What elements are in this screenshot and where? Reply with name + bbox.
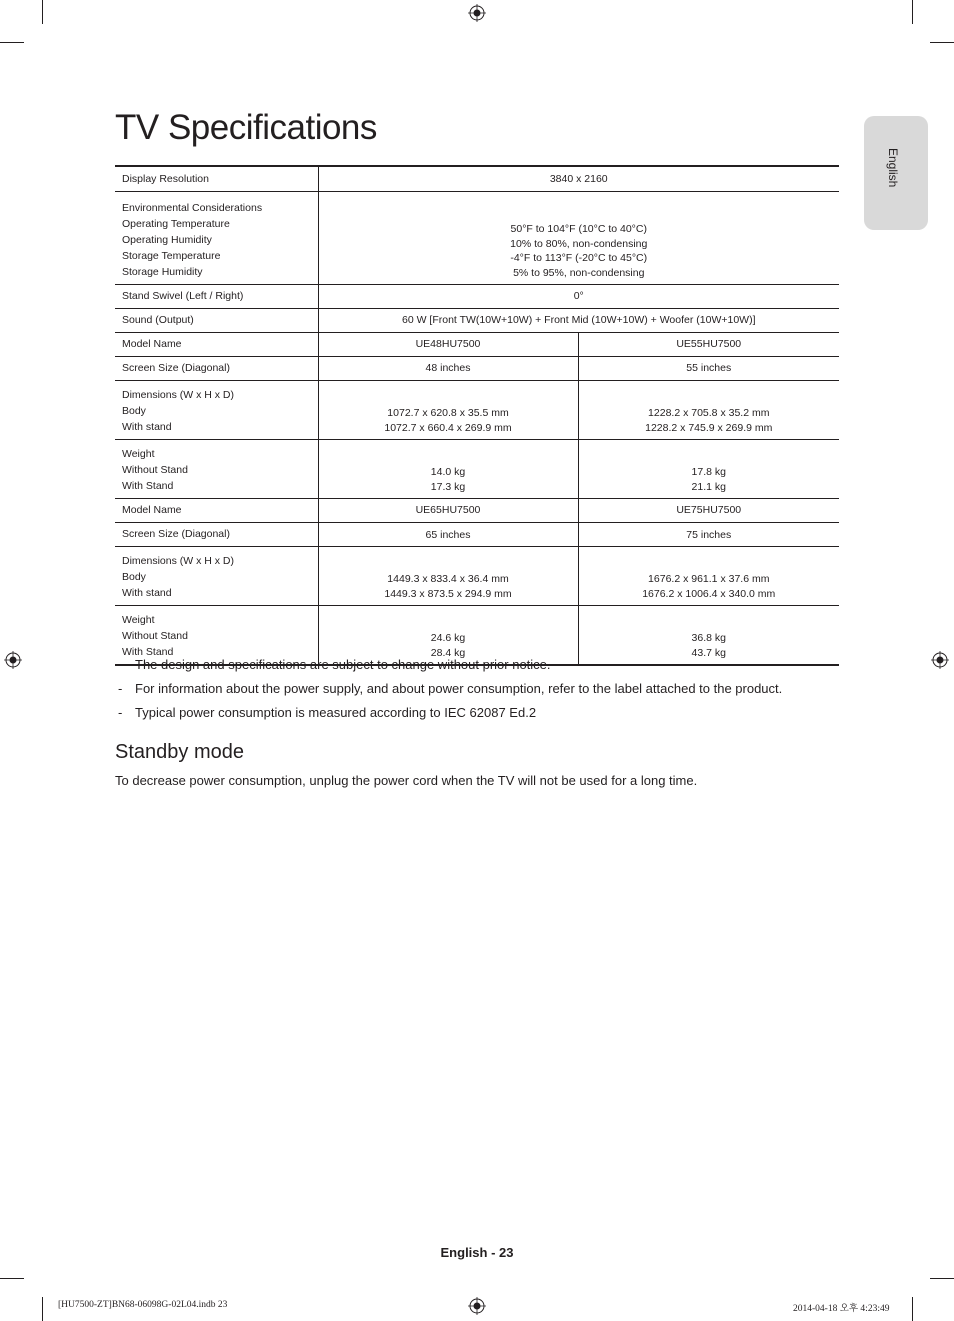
row-label: Display Resolution: [115, 166, 318, 192]
screen-cell: 55 inches: [578, 357, 839, 381]
label-line: Body: [122, 571, 146, 583]
label-line: Environmental Considerations: [122, 202, 263, 214]
crop-mark: [930, 42, 954, 43]
row-label: Screen Size (Diagonal): [115, 523, 318, 547]
value-line: 17.8 kg: [691, 466, 726, 478]
row-value: 0°: [318, 285, 839, 309]
label-line: Body: [122, 405, 146, 417]
language-tab: [864, 116, 928, 230]
value-line: 5% to 95%, non-condensing: [513, 266, 645, 279]
table-row: [115, 357, 839, 381]
list-item: [115, 704, 835, 728]
value-line: 17.3 kg: [430, 480, 466, 493]
label-line: Storage Humidity: [122, 266, 203, 278]
dimension-cell: [318, 381, 578, 440]
value-line: 1449.3 x 873.5 x 294.9 mm: [384, 587, 512, 600]
screen-cell: 48 inches: [318, 357, 578, 381]
section-paragraph: To decrease power consumption, unplug the power cord when the TV will not be used for a long time.: [115, 773, 698, 788]
table-row: [115, 381, 839, 440]
screen-cell: 75 inches: [578, 523, 839, 547]
value-line: 1228.2 x 705.8 x 35.2 mm: [648, 407, 770, 419]
page-title: TV Specifications: [115, 108, 377, 147]
table-row: [115, 499, 839, 523]
dash-bullet: -: [118, 681, 123, 696]
dimension-cell: [578, 381, 839, 440]
dash-bullet: -: [118, 705, 123, 720]
value-line: 1228.2 x 745.9 x 269.9 mm: [645, 421, 773, 434]
dimension-cell: [318, 547, 578, 606]
row-label: Screen Size (Diagonal): [115, 357, 318, 381]
model-cell: UE48HU7500: [318, 333, 578, 357]
crop-mark: [42, 0, 43, 24]
label-line: Dimensions (W x H x D): [122, 389, 235, 401]
crop-mark: [930, 1278, 954, 1279]
row-label: [115, 547, 318, 606]
row-label: [115, 440, 318, 499]
table-row: [115, 285, 839, 309]
crop-mark: [0, 42, 24, 43]
row-label: Sound (Output): [115, 309, 318, 333]
spec-table: [115, 165, 839, 666]
value-line: 14.0 kg: [430, 466, 466, 478]
list-item: [115, 680, 835, 704]
label-line: With stand: [122, 421, 172, 433]
print-file-info: [HU7500-ZT]BN68-06098G-02L04.indb 23: [58, 1300, 228, 1310]
note-text: The design and specifications are subject to change without prior notice.: [135, 657, 551, 672]
value-line: 1072.7 x 620.8 x 35.5 mm: [387, 407, 509, 419]
screen-cell: 65 inches: [318, 523, 578, 547]
value-line: 36.8 kg: [691, 632, 726, 644]
value-line: 1676.2 x 961.1 x 37.6 mm: [648, 573, 770, 585]
row-label: Model Name: [115, 333, 318, 357]
notes-list: [115, 656, 835, 728]
label-line: Dimensions (W x H x D): [122, 555, 235, 567]
dimension-cell: [578, 547, 839, 606]
crop-mark: [42, 1297, 43, 1321]
dash-bullet: -: [118, 657, 123, 672]
value-line: 21.1 kg: [691, 480, 726, 493]
crop-mark: [0, 1278, 24, 1279]
row-label: [115, 192, 318, 285]
weight-cell: [578, 440, 839, 499]
table-row: [115, 547, 839, 606]
model-cell: UE75HU7500: [578, 499, 839, 523]
value-line: 43.7 kg: [691, 646, 726, 659]
crop-mark: [912, 0, 913, 24]
table-row: [115, 166, 839, 192]
label-line: Weight: [122, 448, 155, 460]
table-row: [115, 523, 839, 547]
value-line: 1449.3 x 833.4 x 36.4 mm: [387, 573, 509, 585]
row-label: Model Name: [115, 499, 318, 523]
note-text: Typical power consumption is measured according to IEC 62087 Ed.2: [135, 705, 537, 720]
registration-mark-icon: [4, 651, 22, 669]
row-value: [318, 192, 839, 285]
page-number: English - 23: [440, 1245, 514, 1260]
row-value: 3840 x 2160: [318, 166, 839, 192]
language-tab-label: English: [886, 148, 900, 188]
model-cell: UE55HU7500: [578, 333, 839, 357]
model-cell: UE65HU7500: [318, 499, 578, 523]
value-line: 28.4 kg: [430, 646, 466, 659]
registration-mark-icon: [468, 4, 486, 22]
row-label: Stand Swivel (Left / Right): [115, 285, 318, 309]
value-line: 10% to 80%, non-condensing: [510, 237, 648, 250]
label-line: Operating Temperature: [122, 218, 230, 230]
label-line: With Stand: [122, 480, 174, 492]
label-line: Weight: [122, 614, 155, 626]
value-line: 1072.7 x 660.4 x 269.9 mm: [384, 421, 512, 434]
table-row: [115, 192, 839, 285]
registration-mark-icon: [468, 1297, 486, 1315]
label-line: Without Stand: [122, 464, 188, 476]
label-line: With stand: [122, 587, 172, 599]
list-item: [115, 656, 835, 680]
row-label: [115, 381, 318, 440]
label-line: Storage Temperature: [122, 250, 221, 262]
label-line: With Stand: [122, 646, 174, 658]
label-line: Operating Humidity: [122, 234, 212, 246]
crop-mark: [912, 1297, 913, 1321]
table-row: [115, 309, 839, 333]
note-text: For information about the power supply, and about power consumption, refer to the label attached to the product.: [135, 681, 783, 696]
value-line: 24.6 kg: [430, 632, 466, 644]
print-date-info: 2014-04-18 오후 4:23:49: [793, 1304, 890, 1314]
table-row: [115, 333, 839, 357]
registration-mark-icon: [931, 651, 949, 669]
section-heading: Standby mode: [115, 741, 244, 763]
label-line: Without Stand: [122, 630, 188, 642]
table-row: [115, 440, 839, 499]
value-line: 1676.2 x 1006.4 x 340.0 mm: [642, 587, 776, 600]
weight-cell: [318, 440, 578, 499]
value-line: 50°F to 104°F (10°C to 40°C): [510, 223, 647, 235]
value-line: -4°F to 113°F (-20°C to 45°C): [510, 252, 648, 264]
row-value: 60 W [Front TW(10W+10W) + Front Mid (10W+10W) + Woofer (10W+10W)]: [318, 309, 839, 333]
